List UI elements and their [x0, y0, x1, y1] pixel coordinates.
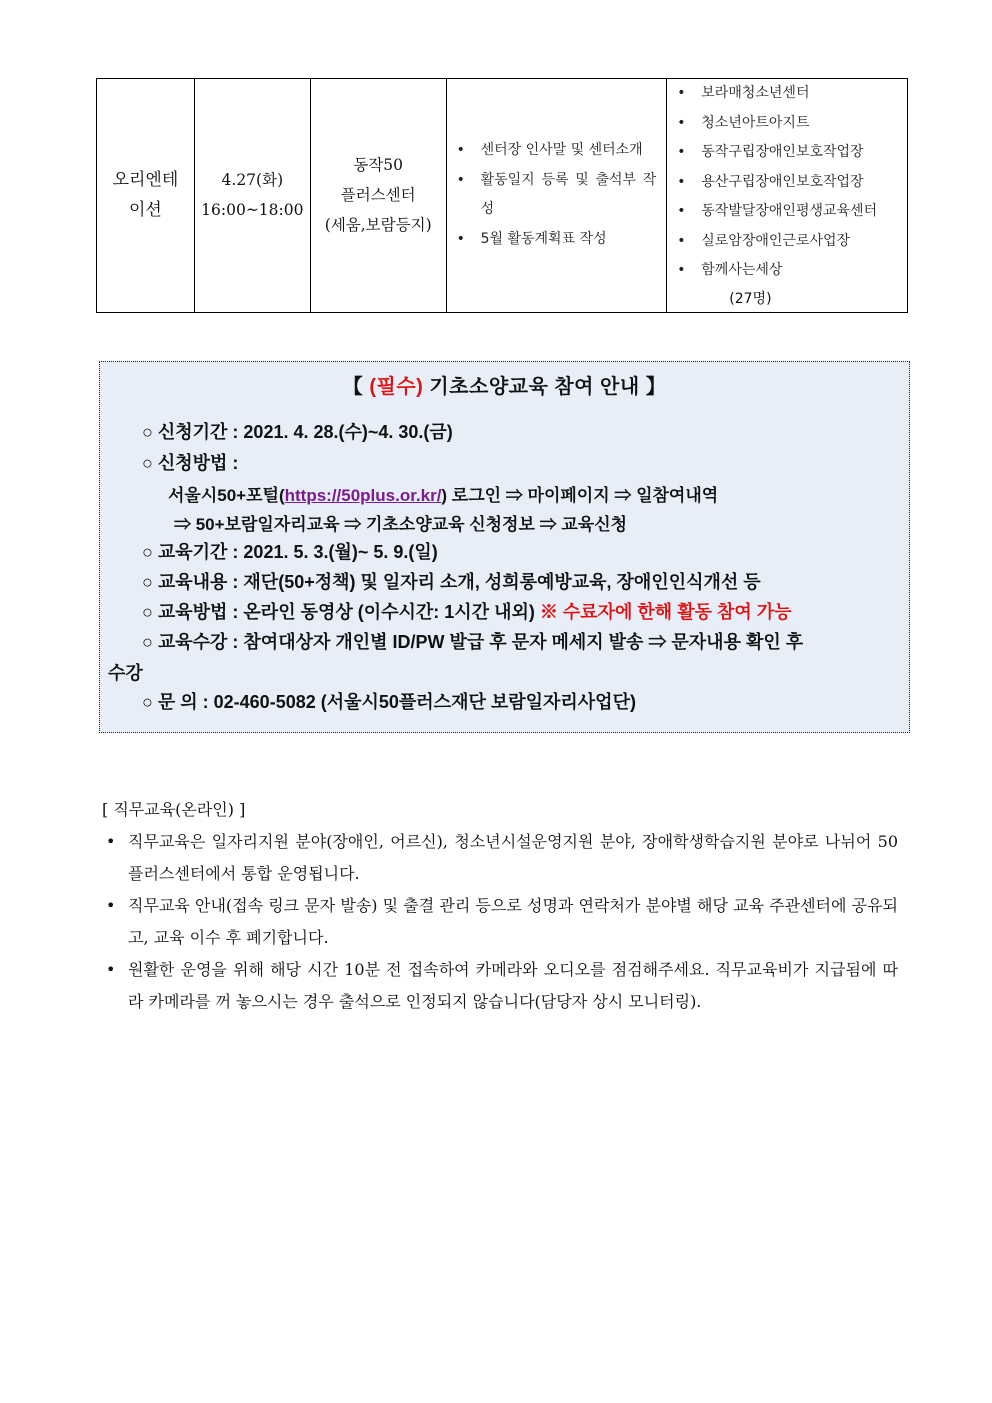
session-type-line2: 이션: [128, 200, 162, 221]
edu-content: ○ 교육내용 : 재단(50+정책) 및 일자리 소개, 성희롱예방교육, 장애인인식개선 등: [142, 572, 761, 592]
edu-attend: ○ 교육수강 : 참여대상자 개인별 ID/PW 발급 후 문자 메세지 발송 ⇒ 문자내용 확인 후: [142, 632, 804, 652]
list-item: • 보라매청소년센터: [667, 79, 907, 109]
apply-period: ○ 신청기간 : 2021. 4. 28.(수)~4. 30.(금): [142, 422, 453, 442]
list-item: • 동작발달장애인평생교육센터: [667, 197, 907, 227]
completion-note: ※ 수료자에 한해 활동 참여 가능: [539, 602, 792, 622]
list-item: • 원활한 운영을 위해 해당 시간 10분 전 접속하여 카메라와 오디오를 점검해주세요. 직무교육비가 지급됨에 따라 카메라를 꺼 놓으시는 경우 출석으로 인정되지 않습니다(담당자 상시 모니터링).: [102, 954, 898, 1018]
list-item: • 실로암장애인근로사업장: [667, 227, 907, 257]
session-date: 4.27(화): [221, 171, 284, 190]
notice-title: 【 (필수) 기초소양교육 참여 안내 】: [342, 376, 667, 398]
institutions-cell: [667, 79, 908, 313]
inquiry: ○ 문 의 : 02-460-5082 (서울시50플러스재단 보람일자리사업단): [142, 692, 636, 712]
place-line1: 동작50: [353, 156, 404, 175]
institutions-list: [667, 79, 907, 286]
list-item: • 용산구립장애인보호작업장: [667, 168, 907, 198]
content-cell: [446, 79, 667, 313]
list-item: • 직무교육 안내(접속 링크 문자 발송) 및 출결 관리 등으로 성명과 연락처가 분야별 해당 교육 주관센터에 공유되고, 교육 이수 후 폐기합니다.: [102, 890, 898, 954]
list-item: • 동작구립장애인보호작업장: [667, 138, 907, 168]
datetime-cell: [194, 79, 310, 313]
required-label: (필수): [369, 376, 424, 398]
notice-box: [99, 361, 910, 733]
schedule-table: [96, 78, 908, 313]
edu-method: ○ 교육방법 : 온라인 동영상 (이수시간: 1시간 내외) ※ 수료자에 한해 활동 참여 가능: [142, 602, 792, 622]
place-cell: [310, 79, 446, 313]
job-training-list: [102, 826, 898, 1018]
content-list: [447, 136, 667, 254]
list-item: • 청소년아트아지트: [667, 109, 907, 139]
list-item: • 5월 활동계획표 작성: [447, 225, 667, 255]
section-heading: [ 직무교육(온라인) ]: [102, 800, 246, 819]
edu-period: ○ 교육기간 : 2021. 5. 3.(월)~ 5. 9.(일): [142, 542, 438, 562]
method-line1: 서울시50+포털(https://50plus.or.kr/) 로그인 ⇒ 마이페이지 ⇒ 일참여내역: [168, 486, 719, 505]
list-item: • 함께사는세상: [667, 256, 907, 286]
place-line3: (세움,보람등지): [324, 216, 432, 235]
list-item: • 직무교육은 일자리지원 분야(장애인, 어르신), 청소년시설운영지원 분야, 장애학생학습지원 분야로 나뉘어 50플러스센터에서 통합 운영됩니다.: [102, 826, 898, 890]
participant-count: (27명): [729, 290, 772, 307]
list-item: • 활동일지 등록 및 출석부 작성: [447, 166, 667, 225]
portal-link[interactable]: https://50plus.or.kr/: [284, 486, 442, 505]
session-type-cell: [97, 79, 195, 313]
apply-method: ○ 신청방법 :: [142, 453, 239, 473]
place-line2: 플러스센터: [340, 186, 416, 205]
session-time: 16:00~18:00: [201, 201, 304, 220]
table-row: [97, 79, 908, 313]
method-line2: ⇒ 50+보람일자리교육 ⇒ 기초소양교육 신청정보 ⇒ 교육신청: [174, 515, 628, 534]
edu-attend-wrap: 수강: [108, 663, 143, 683]
job-training-section: [102, 797, 898, 1018]
session-type-line1: 오리엔테: [112, 170, 179, 191]
list-item: • 센터장 인사말 및 센터소개: [447, 136, 667, 166]
